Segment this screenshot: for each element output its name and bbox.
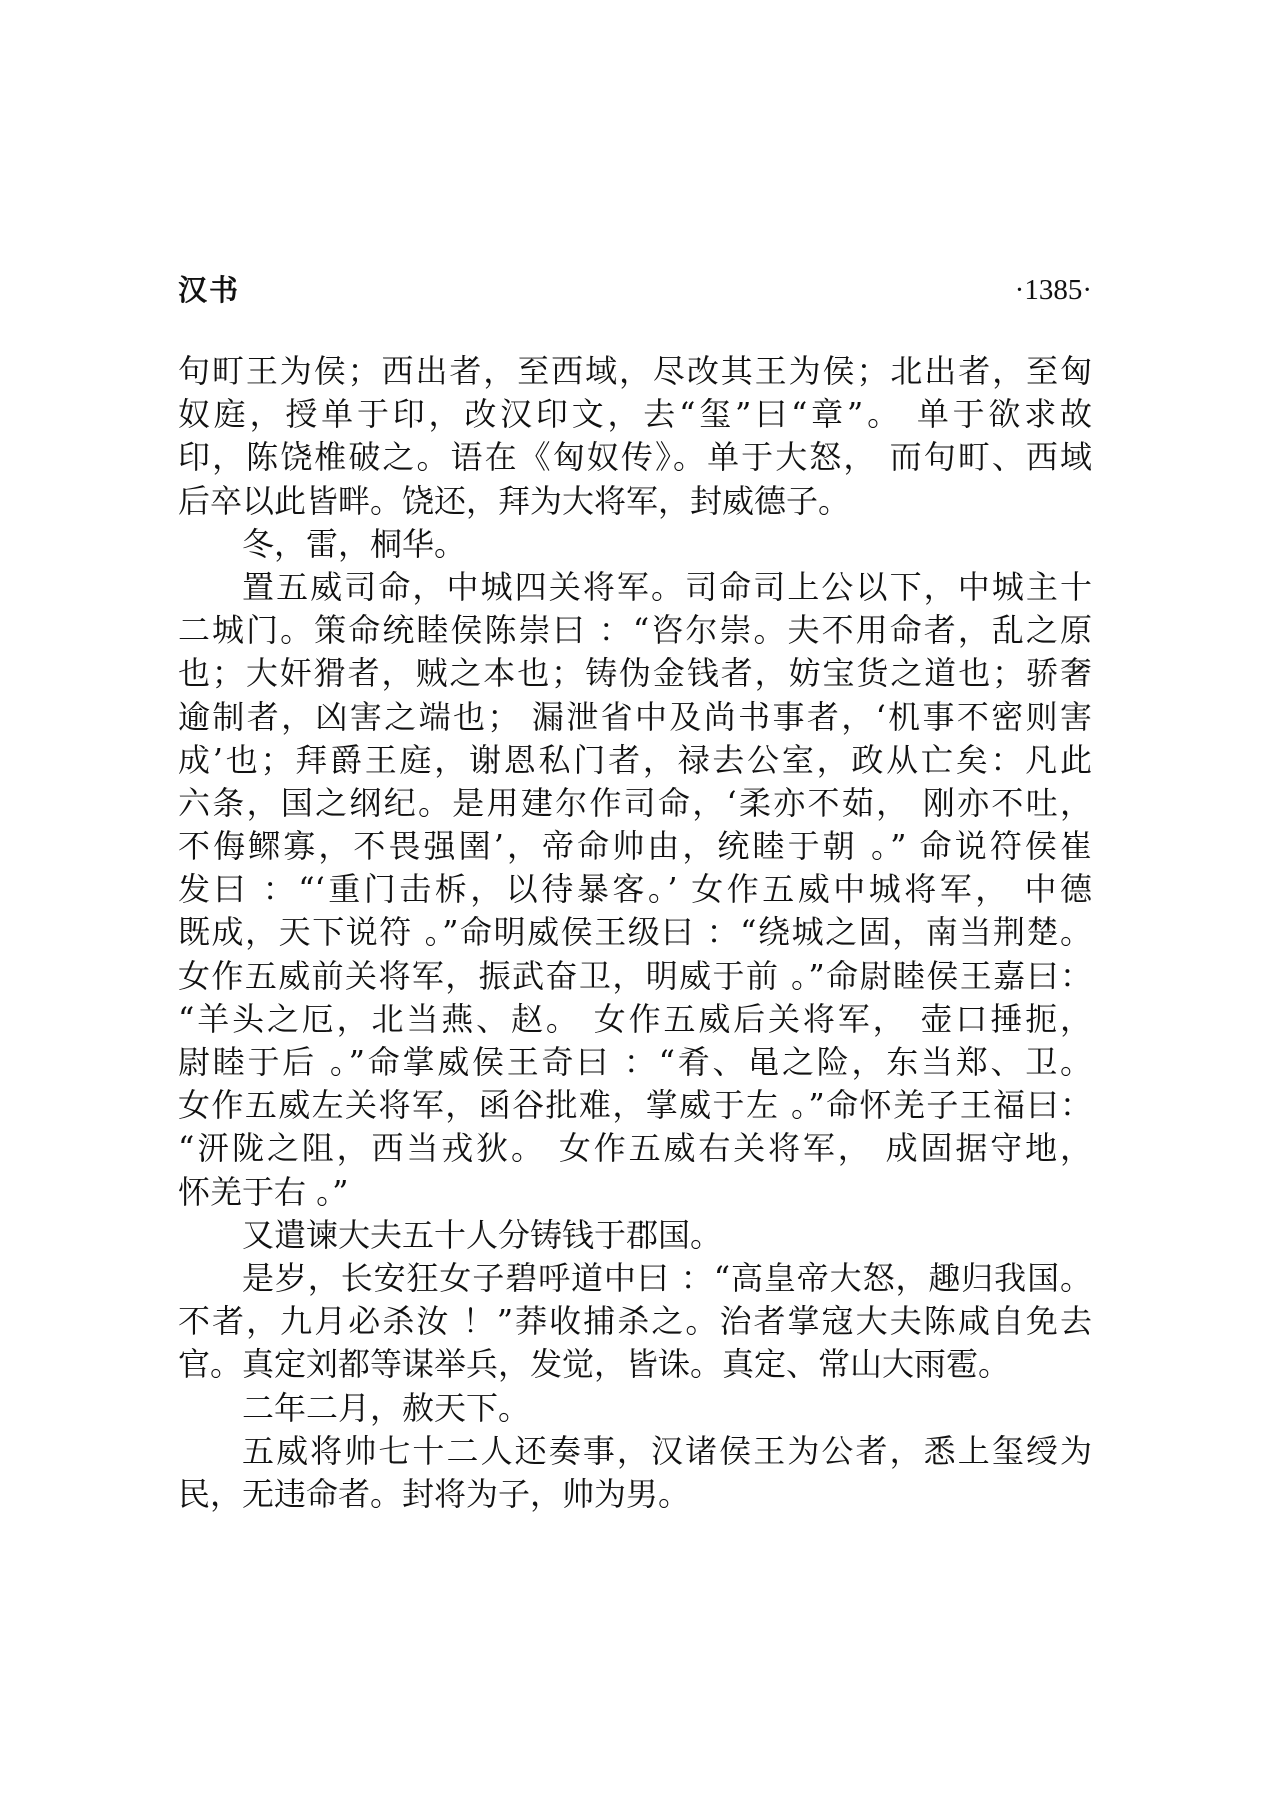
text-line: 尉睦于后 。”命掌威侯王奇曰 ：“肴、黾之险，东当郑、卫。 [178,1043,1092,1081]
text-line: 又遣谏大夫五十人分铸钱于郡国。 [242,1215,723,1254]
text-line: 官。真定刘都等谋举兵，发觉，皆诛。真定、常山大雨雹。 [178,1345,1011,1384]
text-line: 发曰 ：“‘重门击柝，以待暴客。’ 女作五威中城将军， 中德 [178,870,1092,909]
text-line: 六条，国之纲纪。是用建尔作司命，‘柔亦不茹， 刚亦不吐， [178,783,1092,822]
text-line: 既成，天下说符 。”命明威侯王级曰 ：“绕城之固，南当荆楚。 [178,913,1092,952]
text-line: 女作五威前关将军，振武奋卫，明威于前 。”命尉睦侯王嘉曰： [178,956,1092,995]
text-line: 逾制者，凶害之端也； 漏泄省中及尚书事者，‘机事不密则害 [178,697,1092,736]
page-header [178,270,1092,310]
text-line: 句町王为侯；西出者，至西域，尽改其王为侯；北出者，至匈 [178,352,1092,390]
text-line: 成’也；拜爵王庭，谢恩私门者，禄去公室，政从亡矣：凡此 [178,740,1092,779]
page-number: ·1385· [1014,274,1092,306]
text-line: 奴庭，授单于印，改汉印文，去“玺”曰“章”。 单于欲求故 [178,395,1092,434]
text-line: 二城门。策命统睦侯陈崇曰 ：“咨尔崇。夫不用命者，乱之原 [178,611,1092,650]
body-text [178,350,1092,1516]
text-line: “汧陇之阻，西当戎狄。 女作五威右关将军， 成固据守地， [178,1129,1092,1168]
text-line: 不侮鳏寡，不畏强圉’，帝命帅由，统睦于朝 。” 命说符侯崔 [178,827,1092,866]
text-line: 五威将帅七十二人还奏事，汉诸侯王为公者，悉上玺绶为 [242,1431,1092,1470]
text-line: 印，陈饶椎破之。语在《匈奴传》。单于大怒， 而句町、西域 [178,438,1092,477]
text-line: “羊头之厄，北当燕、赵。 女作五威后关将军， 壶口捶扼， [178,999,1092,1038]
text-line: 冬，雷，桐华。 [242,524,467,563]
text-line: 民，无违命者。封将为子，帅为男。 [178,1474,691,1513]
text-line: 也；大奸猾者，贼之本也；铸伪金钱者，妨宝货之道也；骄奢 [178,654,1092,693]
text-line: 怀羌于右 。” [178,1172,349,1211]
text-line: 是岁，长安狂女子碧呼道中曰 ：“高皇帝大怒，趣归我国。 [242,1258,1092,1297]
book-title: 汉书 [178,273,241,307]
text-line: 二年二月，赦天下。 [242,1388,531,1427]
text-line: 后卒以此皆畔。饶还，拜为大将军，封威德子。 [178,481,851,520]
text-line: 置五威司命，中城四关将军。司命司上公以下，中城主十 [242,567,1092,606]
text-line: 不者，九月必杀汝 ！”莽收捕杀之。治者掌寇大夫陈咸自免去 [178,1302,1092,1341]
text-line: 女作五威左关将军，函谷批难，掌威于左 。”命怀羌子王福曰： [178,1086,1092,1125]
